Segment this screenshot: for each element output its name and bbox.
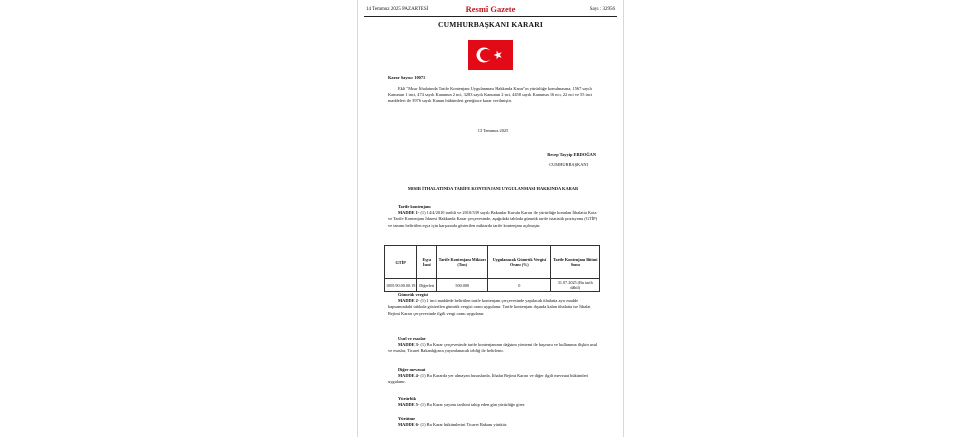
article-label: MADDE 1-	[398, 210, 420, 216]
article-label: MADDE 6-	[398, 422, 420, 428]
table-cell: 31.07.2025 (Bu tarih dâhil)	[551, 279, 600, 292]
article-text: (1) Bu Karar hükümlerini Ticaret Bakanı yürütür.	[420, 422, 508, 428]
page-title: CUMHURBAŞKANI KARARI	[437, 20, 544, 29]
tariff-table	[384, 245, 600, 292]
table-header-cell: Eşya İsmi	[417, 246, 437, 279]
article-label: MADDE 4-	[398, 373, 420, 379]
decision-intro: Ekli "Mısır İthalatında Tarife Kontenjanı Uygulanması Hakkında Karar"ın yürürlüğe konulmasına, 1567 sayılı Kanunun 1 inci, 474 sayılı Kanunun 2 nci, 3283 sayılı Kanunun 2 nci, 4458 sayılı Kanunun 16 ncı, 22 nci ve 55 inci maddeleri ile 3976 sayılı Kanun hükümleri gereğince karar verilmiştir.	[388, 86, 593, 104]
table-header-cell: Tarife Kontenjanı Miktarı (Ton)	[437, 246, 488, 279]
crescent-inner	[480, 49, 492, 61]
article-label: MADDE 2-	[398, 298, 420, 304]
article-text: (1) Bu Karar çerçevesinde tarife kontenjanının dağıtım yöntemi ile başvuru ve kullanıma ilişkin usul ve esaslar, Ticaret Bakanlığınca yayımlanacak tebliğ ile belirlenir.	[388, 342, 598, 354]
article-6	[388, 416, 598, 428]
article-1	[388, 204, 598, 229]
page-header	[358, 4, 623, 16]
article-heading: Gümrük vergisi	[398, 292, 428, 297]
article-2	[388, 292, 598, 317]
table-row	[385, 279, 600, 292]
article-label: MADDE 3-	[398, 342, 420, 348]
table-header-row	[385, 246, 600, 279]
header-date: 14 Temmuz 2025 PAZARTESİ	[366, 7, 429, 12]
gazette-page	[357, 0, 624, 437]
decision-date: 13 Temmuz 2025	[477, 128, 509, 133]
article-label: MADDE 5-	[398, 402, 420, 408]
table-cell: 0	[488, 279, 551, 292]
article-heading: Usul ve esaslar	[398, 336, 426, 341]
turkish-flag	[468, 40, 513, 70]
table-cell: Diğerleri	[417, 279, 437, 292]
table-header-cell: GTİP	[385, 246, 417, 279]
signatory-title: CUMHURBAŞKANI	[549, 162, 588, 167]
article-3	[388, 336, 598, 355]
article-heading: Yürütme	[398, 416, 416, 421]
annex-title: MISIR İTHALATINDA TARİFE KONTENJANI UYGULANMASI HAKKINDA KARAR	[407, 186, 579, 191]
table-header-cell: Uygulanacak Gümrük Vergisi Oranı (%)	[488, 246, 551, 279]
issue-number: Sayı : 32956	[589, 7, 615, 12]
article-text: (1) Bu Kararda yer almayan hususlarda, İthalat Rejimi Kararı ve diğer ilgili mevzuat hükümleri uygulanır.	[388, 373, 589, 385]
article-text: (1) Bu Karar yayımı tarihini takip eden gün yürürlüğe girer.	[420, 402, 526, 408]
table-cell: 500.000	[437, 279, 488, 292]
article-5	[388, 396, 598, 408]
signatory-name: Recep Tayyip ERDOĞAN	[547, 152, 596, 157]
gazette-name: Resmî Gazete	[465, 4, 516, 14]
article-heading: Diğer mevzuat	[398, 367, 426, 372]
header-rule	[364, 16, 617, 17]
article-heading: Yürürlük	[398, 396, 417, 401]
article-text: (1) 14/4/2010 tarihli ve 2010/339 sayılı Bakanlar Kurulu Kararı ile yürürlüğe konulan İthalatta Kota ve Tarife Kontenjanı İdaresi Hakkında Karar çerçevesinde, aşağıdaki tabloda gümrük tarife istatistik pozisyonu (GTİP) ve tanımı belirtilen eşya için karşısında gösterilen miktarda tarife kontenjanı açılmıştır.	[388, 210, 598, 228]
decision-number: Karar Sayısı: 10071	[388, 75, 426, 80]
article-4	[388, 367, 598, 386]
table-cell: 1005.90.00.00.19	[385, 279, 417, 292]
table-header-cell: Tarife Kontenjanı Bitimi Sonu	[551, 246, 600, 279]
article-text: (1) 1 inci maddede belirtilen tarife kontenjanı çerçevesinde yapılacak ithalatta ayrı madde kapsamındaki tabloda gösterilen gümrük vergisi oranı uygulanır. Tarife kontenjanı dışında kalan ithalatta ise İthalat Rejimi Kararı çerçevesinde ilgili vergi oranı uygulanır.	[388, 298, 591, 316]
article-heading: Tarife kontenjanı	[398, 204, 431, 209]
